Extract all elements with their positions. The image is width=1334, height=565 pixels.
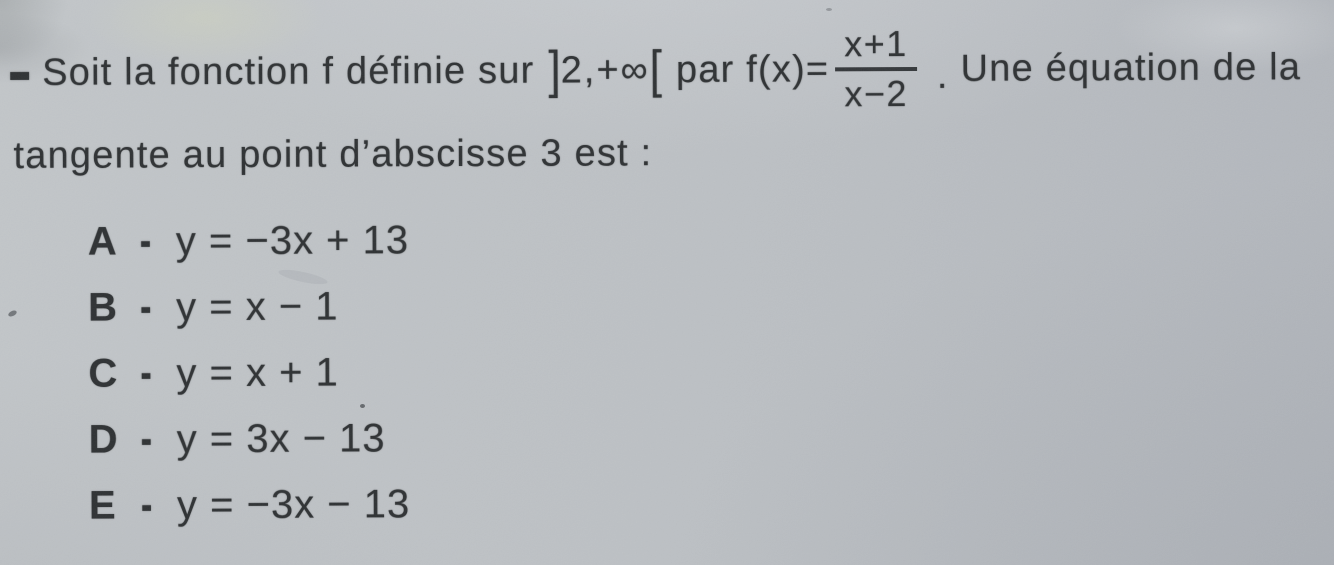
function-definition-text: par f(x)=: [675, 47, 830, 91]
option-c-label: C: [88, 350, 118, 396]
option-c-dash: -: [140, 346, 152, 400]
question-suffix-text: Une équation de la: [960, 45, 1302, 90]
question-intro-text: Soit la fonction f définie sur: [42, 49, 535, 94]
interval-close-bracket: [: [649, 40, 663, 99]
sentence-period: .: [936, 54, 949, 97]
option-c-equation: y = x + 1: [176, 350, 339, 395]
fraction: [835, 25, 917, 113]
option-d-label: D: [88, 416, 118, 462]
option-e-dash: -: [140, 478, 153, 532]
option-d-equation: y = 3x − 13: [176, 415, 386, 461]
option-e: [88, 478, 411, 532]
option-b-dash: -: [139, 280, 152, 334]
option-a-label: A: [87, 218, 117, 264]
interval-body: 2,+∞: [560, 48, 650, 92]
option-b-equation: y = x − 1: [176, 284, 339, 329]
option-a-equation: y = −3x + 13: [175, 217, 410, 263]
answer-options-list: [88, 216, 411, 547]
option-a-dash: -: [139, 214, 152, 268]
option-a: [87, 214, 410, 268]
question-line-1: [9, 14, 1302, 126]
option-d-dash: -: [140, 412, 153, 466]
fraction-numerator: x+1: [835, 25, 917, 71]
option-c: [88, 346, 409, 400]
option-e-label: E: [88, 482, 116, 528]
bullet-dash: –: [8, 27, 31, 117]
option-b-label: B: [88, 284, 118, 330]
option-e-equation: y = −3x − 13: [176, 481, 411, 527]
question-line-2: tangente au point d’abscisse 3 est :: [13, 132, 653, 177]
fraction-denominator: x−2: [844, 72, 909, 114]
interval-open-bracket: ]: [548, 41, 561, 99]
option-b: [88, 280, 409, 334]
option-d: [88, 412, 410, 466]
